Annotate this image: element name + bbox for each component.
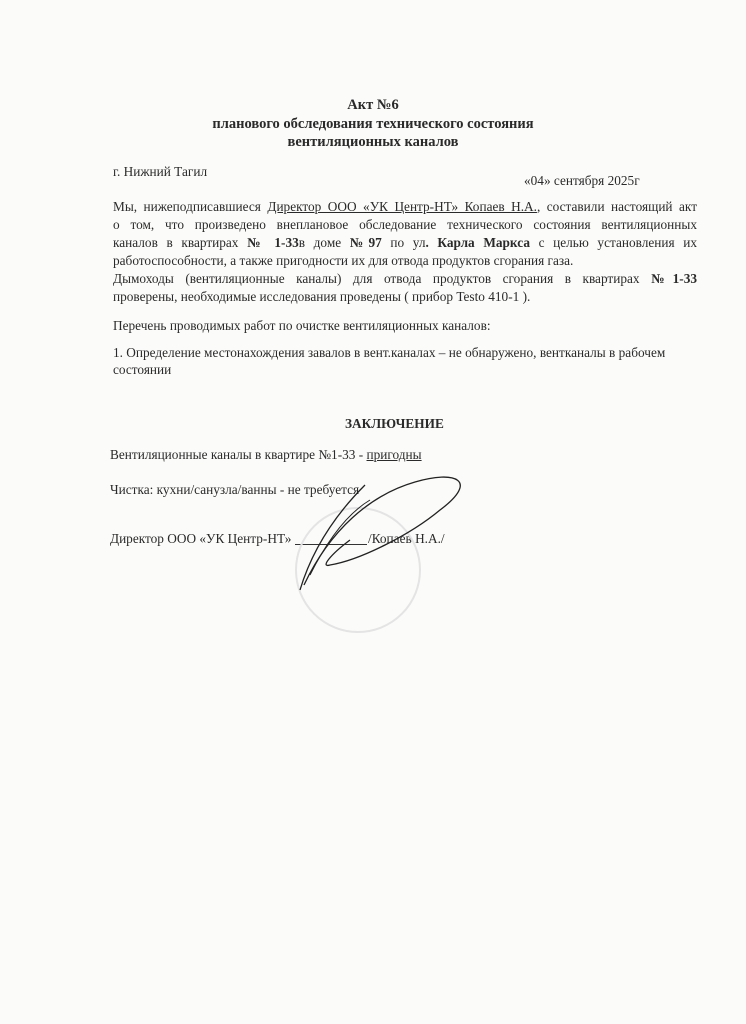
text: с целью установления их [529, 235, 697, 250]
text: в доме [298, 235, 350, 250]
apartments: №1-33 [651, 271, 697, 286]
status: пригодны [366, 447, 422, 462]
work-item-cont: состоянии [113, 362, 172, 377]
street: . Карла Маркса [425, 235, 530, 250]
text: каналов в квартирах [113, 235, 248, 250]
cleaning-status: Чистка: кухни/санузла/ванны - не требуется [110, 482, 360, 497]
text: Дымоходы (вентиляционные каналы) для отвода продуктов сгорания в квартирах [113, 271, 652, 286]
work-item: 1. Определение местонахождения завалов в вент.каналах – не обнаружено, вентканалы в рабочем [113, 345, 666, 360]
text: Вентиляционные каналы в квартире №1-33 - [110, 447, 367, 462]
apartments: № 1-33 [247, 235, 299, 250]
stamp-icon [296, 508, 420, 632]
conclusion-heading: ЗАКЛЮЧЕНИЕ [345, 416, 444, 431]
signer-position: Директор ООО «УК Центр-НТ» [110, 531, 292, 546]
city: г. Нижний Тагил [113, 164, 208, 179]
act-subtitle-2: вентиляционных каналов [287, 134, 459, 150]
act-title: Акт №6 [347, 97, 399, 113]
house-number: №97 [349, 235, 382, 250]
act-subtitle: планового обследования технического состояния [212, 116, 534, 132]
works-heading: Перечень проводимых работ по очистке вентиляционных каналов: [113, 318, 491, 333]
text: , составили настоящий акт [536, 199, 698, 214]
intro-line-4: работоспособности, а также пригодности их для отвода продуктов сгорания газа. [113, 253, 574, 268]
date: «04» сентября 2025г [524, 173, 640, 188]
signer-name: /Копаев Н.А./ [368, 531, 445, 546]
intro-line-2: о том, что произведено внеплановое обследование технического состояния вентиляционных [113, 217, 697, 232]
text: по ул [381, 235, 426, 250]
intro-line-6: проверены, необходимые исследования проведены ( прибор Testo 410-1 ). [113, 289, 531, 304]
text: Мы, нижеподписавшиеся [113, 199, 268, 214]
signer: Директор ООО «УК Центр-НТ» Копаев Н.А. [267, 199, 537, 214]
